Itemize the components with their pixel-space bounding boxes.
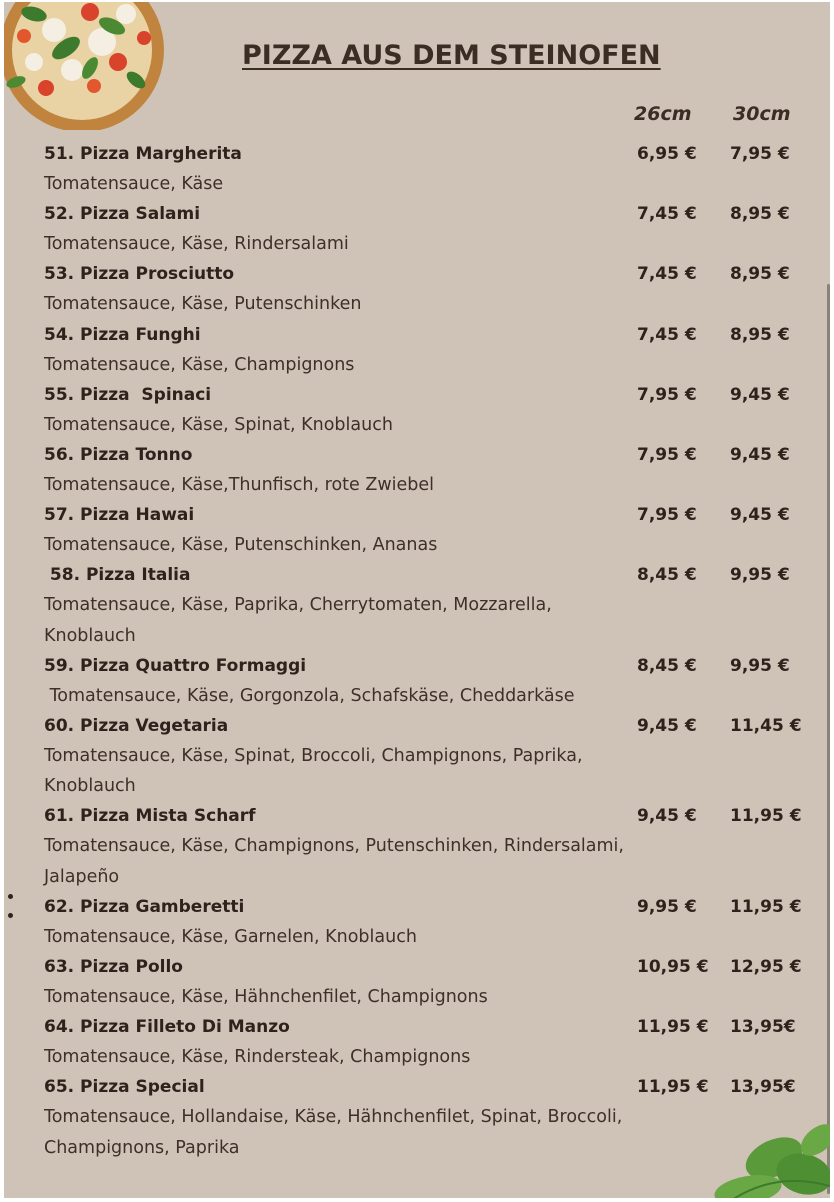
- menu-item-ingredients: Tomatensauce, Käse, Putenschinken: [44, 294, 362, 315]
- menu-item-header: [44, 892, 814, 922]
- price-26cm: 9,45 €: [637, 806, 697, 827]
- menu-item-ingredients: Tomatensauce, Käse, Rindersteak, Champignons: [44, 1047, 471, 1068]
- menu-item-name: 65. Pizza Special: [44, 1077, 205, 1098]
- menu-item-header: [44, 1072, 814, 1102]
- menu-title: PIZZA AUS DEM STEINOFEN: [242, 40, 661, 71]
- menu-item-ingredients: Tomatensauce, Käse, Spinat, Broccoli, Champignons, Paprika, Knoblauch: [44, 746, 589, 797]
- price-26cm: 9,45 €: [637, 716, 697, 737]
- menu-item-ingredients: Tomatensauce, Käse, Rindersalami: [44, 234, 349, 255]
- menu-item-ingredients: Tomatensauce, Käse, Hähnchenfilet, Champignons: [44, 987, 488, 1008]
- price-26cm: 9,95 €: [637, 896, 697, 917]
- menu-item: [44, 560, 814, 650]
- menu-item: [44, 801, 814, 891]
- menu-item-name: 62. Pizza Gamberetti: [44, 896, 245, 917]
- menu-item: [44, 952, 814, 1012]
- menu-item-header: [44, 952, 814, 982]
- menu-item-header: [44, 139, 814, 169]
- menu-item-name: 56. Pizza Tonno: [44, 445, 193, 466]
- menu-item: [44, 1012, 814, 1072]
- menu-item: [44, 380, 814, 440]
- price-30cm: 8,95 €: [730, 324, 790, 345]
- menu-item-header: [44, 560, 814, 590]
- menu-item-name: 60. Pizza Vegetaria: [44, 716, 229, 737]
- price-30cm: 8,95 €: [730, 204, 790, 225]
- page-dots: [8, 894, 14, 924]
- menu-item-header: [44, 320, 814, 350]
- menu-item: [44, 320, 814, 380]
- price-30cm: 11,45 €: [730, 716, 802, 737]
- size-26-header: 26cm: [634, 103, 692, 125]
- menu-item-name: 54. Pizza Funghi: [44, 324, 201, 345]
- menu-item-ingredients: Tomatensauce, Käse: [44, 174, 224, 194]
- menu-item-header: [44, 711, 814, 741]
- pizza-icon: [4, 2, 180, 130]
- menu-item: [44, 440, 814, 500]
- price-26cm: 10,95 €: [637, 957, 709, 978]
- price-30cm: 13,95€: [730, 1017, 796, 1038]
- menu-item: [44, 651, 814, 711]
- menu-item: [44, 139, 814, 199]
- price-30cm: 12,95 €: [730, 957, 802, 978]
- price-26cm: 6,95 €: [637, 144, 697, 164]
- menu-item-name: 57. Pizza Hawai: [44, 505, 195, 526]
- menu-item-header: [44, 500, 814, 530]
- price-26cm: 11,95 €: [637, 1077, 709, 1098]
- price-30cm: 8,95 €: [730, 264, 790, 285]
- price-26cm: 7,95 €: [637, 505, 697, 526]
- menu-item-header: [44, 1012, 814, 1042]
- menu-page: [4, 2, 830, 1198]
- basil-icon: [686, 1118, 830, 1198]
- price-26cm: 7,45 €: [637, 324, 697, 345]
- scrollbar[interactable]: [827, 284, 830, 1194]
- menu-item-header: [44, 651, 814, 681]
- price-26cm: 7,95 €: [637, 445, 697, 466]
- menu-item-header: [44, 380, 814, 410]
- menu-item-ingredients: Tomatensauce, Käse, Spinat, Knoblauch: [44, 414, 393, 435]
- price-26cm: 7,45 €: [637, 264, 697, 285]
- menu-item-ingredients: Tomatensauce, Käse, Champignons, Putenschinken, Rindersalami, Jalapeño: [44, 836, 630, 887]
- menu-item-name: 64. Pizza Filleto Di Manzo: [44, 1017, 290, 1038]
- price-26cm: 8,45 €: [637, 565, 697, 586]
- price-26cm: 7,45 €: [637, 204, 697, 225]
- menu-item-ingredients: Tomatensauce, Käse, Paprika, Cherrytomaten, Mozzarella, Knoblauch: [44, 595, 558, 646]
- menu-item-header: [44, 259, 814, 289]
- menu-item-name: 59. Pizza Quattro Formaggi: [44, 655, 307, 676]
- price-26cm: 11,95 €: [637, 1017, 709, 1038]
- menu-item: [44, 199, 814, 259]
- menu-item-header: [44, 440, 814, 470]
- menu-item-ingredients: Tomatensauce, Hollandaise, Käse, Hähnchenfilet, Spinat, Broccoli, Champignons, Paprika: [44, 1107, 628, 1158]
- menu-item: [44, 892, 814, 952]
- menu-item-name: 53. Pizza Prosciutto: [44, 264, 235, 285]
- price-30cm: 9,45 €: [730, 505, 790, 526]
- price-30cm: 11,95 €: [730, 896, 802, 917]
- menu-item-name: 52. Pizza Salami: [44, 204, 201, 225]
- menu-item-ingredients: Tomatensauce, Käse, Putenschinken, Ananas: [44, 535, 438, 556]
- menu-item-name: 55. Pizza Spinaci: [44, 384, 212, 405]
- price-30cm: 13,95€: [730, 1077, 796, 1098]
- price-30cm: 11,95 €: [730, 806, 802, 827]
- price-26cm: 8,45 €: [637, 655, 697, 676]
- price-26cm: 7,95 €: [637, 384, 697, 405]
- price-30cm: 9,45 €: [730, 445, 790, 466]
- menu-item: [44, 259, 814, 319]
- menu-item-ingredients: Tomatensauce, Käse, Champignons: [44, 354, 355, 375]
- price-30cm: 9,95 €: [730, 565, 790, 586]
- price-30cm: 7,95 €: [730, 144, 790, 164]
- size-30-header: 30cm: [733, 103, 791, 125]
- menu-list: [44, 139, 814, 1163]
- menu-item-name: 58. Pizza Italia: [44, 565, 191, 586]
- menu-item-name: 61. Pizza Mista Scharf: [44, 806, 256, 827]
- menu-item-ingredients: Tomatensauce, Käse, Garnelen, Knoblauch: [44, 926, 417, 947]
- menu-item: [44, 711, 814, 801]
- menu-item: [44, 500, 814, 560]
- menu-item-header: [44, 801, 814, 831]
- menu-item-ingredients: Tomatensauce, Käse,Thunfisch, rote Zwiebel: [44, 475, 435, 496]
- price-30cm: 9,95 €: [730, 655, 790, 676]
- menu-item-header: [44, 199, 814, 229]
- price-30cm: 9,45 €: [730, 384, 790, 405]
- menu-item-name: 63. Pizza Pollo: [44, 957, 183, 978]
- menu-item-name: 51. Pizza Margherita: [44, 144, 242, 164]
- menu-item-ingredients: Tomatensauce, Käse, Gorgonzola, Schafskäse, Cheddarkäse: [44, 685, 575, 706]
